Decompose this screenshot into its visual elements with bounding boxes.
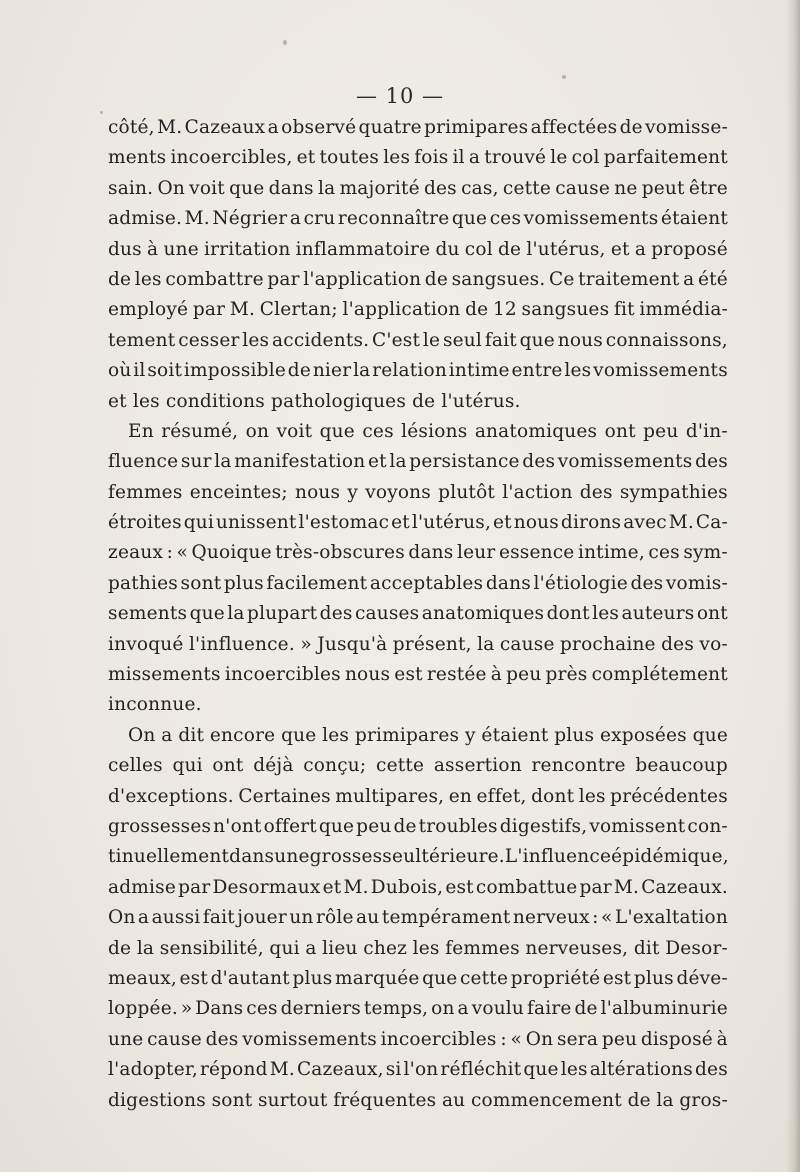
text-line: une cause des vomissements incoercibles : « On sera peu disposé à (108, 1028, 728, 1050)
text-line: femmes enceintes; nous y voyons plutôt l'action des sympathies (108, 481, 728, 503)
text-line: loppée. » Dans ces derniers temps, on a voulu faire de l'albuminurie (108, 998, 728, 1020)
text-line: étroites qui unissent l'estomac et l'utérus, et nous dirons avec M. Ca- (108, 512, 728, 534)
text-line: côté, M. Cazeaux a observé quatre primipares affectées de vomisse- (108, 117, 728, 138)
text-line: tement cesser les accidents. C'est le seul fait que nous connaissons, (108, 329, 728, 351)
text-line: En résumé, on voit que ces lésions anatomiques ont peu d'in- (128, 420, 728, 442)
text-line: missements incoercibles nous est restée à peu près complétement (108, 664, 728, 686)
text-line: dus à une irritation inflammatoire du col de l'utérus, et a proposé (108, 238, 728, 260)
text-line: grossesses n'ont offert que peu de troubles digestifs, vomissent con- (108, 815, 728, 837)
text-line: tinuellement dans une grossesse ultérieure. L'influence épidémique, (108, 846, 729, 868)
page-edge-shadow (786, 0, 800, 1172)
text-line: ments incoercibles, et toutes les fois il a trouvé le col parfaitement (108, 147, 728, 169)
text-line: et les conditions pathologiques de l'utérus. (108, 390, 521, 412)
text-line: zeaux : « Quoique très-obscures dans leur essence intime, ces sym- (108, 542, 728, 564)
ink-speck (100, 111, 103, 114)
text-line: admise. M. Négrier a cru reconnaître que ces vomissements étaient (108, 208, 728, 230)
ink-speck (283, 40, 287, 45)
text-line: inconnue. (108, 694, 202, 716)
text-line: employé par M. Clertan; l'application de 12 sangsues fit immédia- (108, 299, 728, 321)
text-line: de la sensibilité, qui a lieu chez les femmes nerveuses, dit Desor- (108, 937, 728, 959)
text-line: de les combattre par l'application de sangsues. Ce traitement a été (108, 268, 728, 290)
page-number: — 10 — (355, 84, 445, 108)
text-line: On a aussi fait jouer un rôle au tempérament nerveux : « L'exaltation (108, 907, 728, 929)
text-line: On a dit encore que les primipares y étaient plus exposées que (128, 724, 728, 746)
body-text (108, 113, 728, 1116)
text-line: invoqué l'influence. » Jusqu'à présent, la cause prochaine des vo- (108, 633, 728, 655)
text-line: meaux, est d'autant plus marquée que cette propriété est plus déve- (108, 967, 728, 989)
text-line: d'exceptions. Certaines multipares, en effet, dont les précédentes (108, 785, 728, 807)
text-line: l'adopter, répond M. Cazeaux, si l'on réfléchit que les altérations des (108, 1059, 728, 1081)
text-line: celles qui ont déjà conçu; cette assertion rencontre beaucoup (108, 755, 728, 777)
text-line: sain. On voit que dans la majorité des cas, cette cause ne peut être (108, 177, 728, 199)
ink-speck (562, 75, 566, 79)
text-line: fluence sur la manifestation et la persistance des vomissements des (108, 451, 728, 473)
text-line: pathies sont plus facilement acceptables dans l'étiologie des vomis- (108, 572, 728, 594)
text-line: sements que la plupart des causes anatomiques dont les auteurs ont (108, 603, 728, 625)
text-line: où il soit impossible de nier la relation intime entre les vomissements (108, 360, 728, 382)
text-line: admise par Desormaux et M. Dubois, est combattue par M. Cazeaux. (108, 876, 728, 898)
text-line: digestions sont surtout fréquentes au commencement de la gros- (108, 1089, 728, 1111)
